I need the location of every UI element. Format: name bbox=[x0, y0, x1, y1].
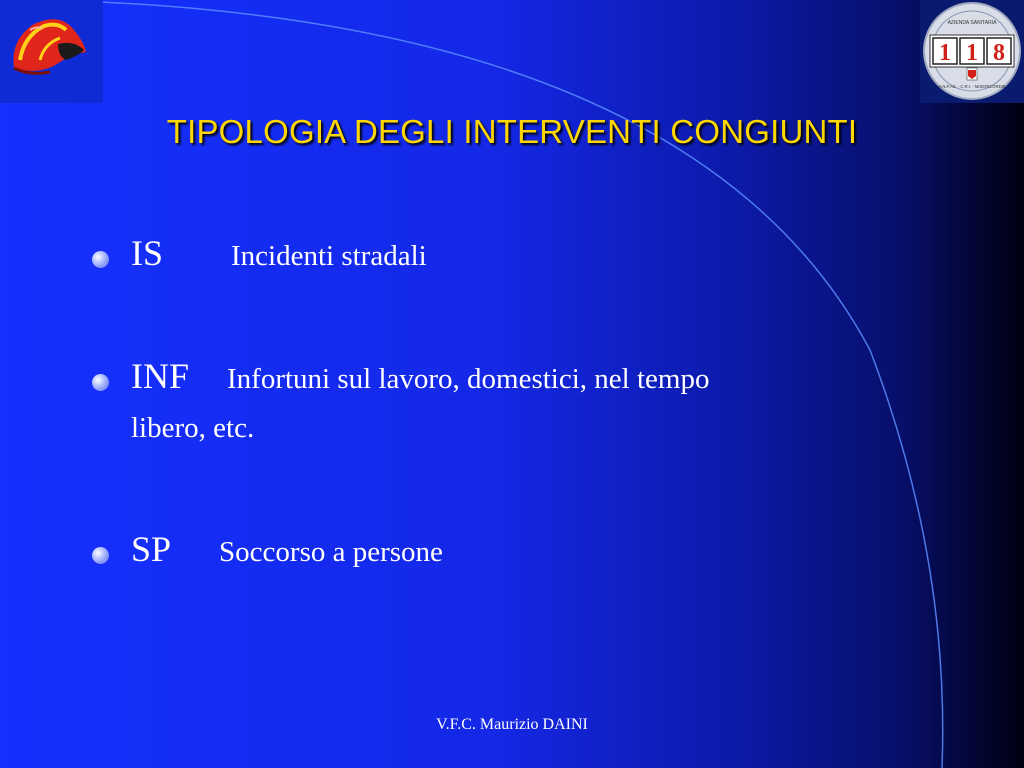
bullet-dot-icon bbox=[92, 251, 109, 268]
svg-text:1: 1 bbox=[966, 40, 978, 66]
slide-footer: V.F.C. Maurizio DAINI bbox=[436, 716, 588, 733]
firefighter-helmet-logo bbox=[0, 0, 103, 103]
svg-text:1: 1 bbox=[939, 40, 951, 66]
bullet-text bbox=[131, 528, 443, 570]
bullet-description: Infortuni sul lavoro, domestici, nel tempo bbox=[227, 363, 710, 395]
bullet-description: Soccorso a persone bbox=[219, 536, 443, 568]
slide-title: TIPOLOGIA DEGLI INTERVENTI CONGIUNTI bbox=[166, 113, 858, 150]
bullet-text bbox=[131, 232, 427, 274]
logo-text-bottom: A.N.P.AS. - C.R.I. - MISERICORDIE bbox=[938, 84, 1006, 89]
bullet-code: IS bbox=[131, 233, 164, 273]
emergency-118-logo-icon bbox=[920, 0, 1024, 103]
firefighter-helmet-icon bbox=[0, 0, 103, 103]
bullet-description: Incidenti stradali bbox=[231, 240, 427, 272]
svg-text:8: 8 bbox=[993, 40, 1005, 66]
bullet-continuation: libero, etc. bbox=[131, 412, 255, 444]
bullet-dot-icon bbox=[92, 374, 109, 391]
logo-text-top: AZIENDA SANITARIA bbox=[947, 20, 997, 26]
bullet-dot-icon bbox=[92, 547, 109, 564]
emergency-118-logo bbox=[920, 0, 1024, 103]
bullet-code: INF bbox=[131, 356, 190, 396]
bullet-text bbox=[131, 355, 709, 397]
bullet-code: SP bbox=[131, 529, 172, 569]
